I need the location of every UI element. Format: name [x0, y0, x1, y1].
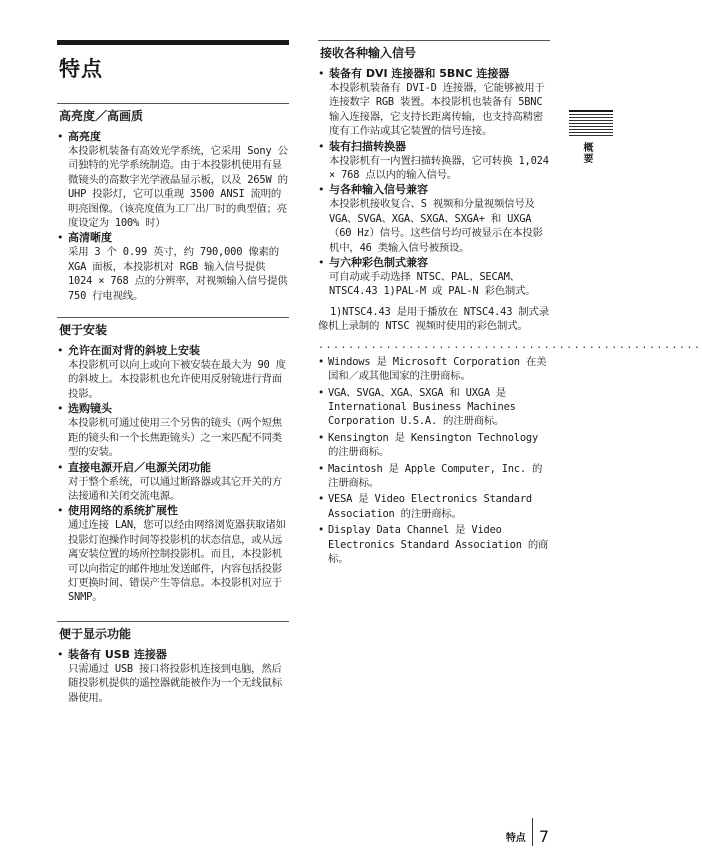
item-body: 本投影机接收复合、S 视频和分量视频信号及 VGA、SVGA、XGA、SXGA、SXGA+ 和 UXGA （60 Hz）信号。这些信号均可被显示在本投影机中，46 类输入信号被预设。 — [329, 198, 543, 254]
item-body: 本投影机有一内置扫描转换器，它可转换 1,024 × 768 点以内的输入信号。 — [329, 154, 549, 182]
left-column — [57, 40, 289, 706]
item-body: 通过连接 LAN，您可以经由网络浏览器获取诸如投影灯泡操作时间等投影机的状态信息，或从远离安装位置的场所控制投影机。而且，本投影机可以向指定的邮件地址发送邮件，内容包括投影灯更换时间、错误产生等信息。本投影机对应于 SNMP。 — [68, 519, 286, 604]
item-title: • 与六种彩色制式兼容 — [329, 256, 428, 270]
section-installation — [57, 317, 289, 605]
section-display — [57, 621, 289, 705]
item-title: • 装备有 DVI 连接器和 5BNC 连接器 — [329, 67, 510, 80]
item-title: • 使用网络的系统扩展性 — [68, 504, 178, 518]
list-item — [57, 402, 289, 459]
item-title: • 允许在面对背的斜坡上安装 — [68, 344, 200, 358]
footer-divider — [532, 818, 533, 846]
chapter-bar — [57, 40, 289, 45]
list-item — [57, 648, 289, 705]
item-title: • 高清晰度 — [68, 231, 112, 245]
item-title: • 装有扫描转换器 — [329, 139, 406, 153]
list-item — [318, 67, 550, 139]
section-title: 便于显示功能 — [59, 626, 132, 641]
list-item — [318, 140, 550, 183]
page-number: 7 — [538, 827, 549, 846]
section-title: 便于安装 — [59, 323, 108, 338]
item-body: 本投影机装备有 DVI-D 连接器，它能够被用于连接数字 RGB 装置。本投影机也装备有 5BNC 输入连接器，它支持长距离传输，也支持高精密度有工作站或其它装置的信号连接。 — [329, 82, 545, 138]
feature-list — [57, 130, 289, 303]
item-title: • 直接电源开启／电源关闭功能 — [68, 460, 211, 474]
dotted-divider: ................................................... — [318, 339, 702, 351]
side-tab — [569, 110, 613, 164]
footnote: 1)NTSC4.43 是用于播放在 NTSC4.43 制式录像机上录制的 NTSC 视频时使用的彩色制式。 — [318, 305, 549, 333]
list-item — [57, 504, 289, 604]
trademark-item: • VGA、SVGA、XGA、SXGA 和 UXGA 是 International Business Machines Corporation U.S.A. 的注册商标。 — [318, 386, 550, 429]
list-item — [318, 256, 550, 299]
trademark-item: • Macintosh 是 Apple Computer, Inc. 的注册商标。 — [318, 462, 550, 491]
trademark-item: • Kensington 是 Kensington Technology 的注册商标。 — [318, 431, 550, 460]
item-body: 本投影机可通过使用三个另售的镜头（两个短焦距的镜头和一个长焦距镜头）之一来匹配不同类型的安装。 — [68, 417, 283, 459]
item-body: 对于整个系统，可以通过断路器或其它开关的方法接通和关闭交流电源。 — [68, 475, 283, 502]
section-title: 高亮度／高画质 — [59, 109, 144, 123]
section-input-signals — [318, 40, 550, 299]
item-body: 可自动或手动选择 NTSC、PAL、SECAM、NTSC4.43 1)PAL-M 或 PAL-N 彩色制式。 — [329, 271, 536, 298]
side-tab-label: 概要 — [581, 142, 592, 164]
trademark-list — [318, 355, 550, 567]
item-body: 本投影机可以向上或向下被安装在最大为 90 度的斜坡上。本投影机也允许使用反射镜进行背面投影。 — [68, 359, 286, 400]
item-body: 采用 3 个 0.99 英寸，约 790,000 像素的 XGA 面板，本投影机对 RGB 输入信号提供 1024 × 768 点的分辨率，对视频输入信号提供 750 行电视线。 — [68, 246, 288, 302]
item-body: 本投影机装备有高效光学系统，它采用 Sony 公司独特的光学系统制造。由于本投影机使用有显微镜头的高数字光学液晶显示板，以及 265W 的 UHP 投影灯，它可以重现 3500 ANSI 流明的明亮图像。（该亮度值为工厂出厂时的典型值；亮度设定为 100% 时） — [68, 145, 288, 230]
list-item — [57, 344, 289, 401]
item-title: • 装备有 USB 连接器 — [68, 647, 167, 661]
list-item — [57, 461, 289, 504]
item-title: • 高亮度 — [68, 130, 101, 143]
page-footer — [506, 818, 549, 846]
feature-list — [57, 648, 289, 705]
item-title: • 选购镜头 — [68, 402, 112, 416]
chapter-title: 特点 — [59, 57, 103, 81]
trademark-item: • VESA 是 Video Electronics Standard Association 的注册商标。 — [318, 492, 550, 521]
list-item — [57, 231, 289, 303]
feature-list — [318, 67, 550, 299]
feature-list — [57, 344, 289, 605]
section-brightness — [57, 103, 289, 303]
item-title: • 与各种输入信号兼容 — [329, 183, 428, 197]
list-item — [318, 183, 550, 255]
footer-title: 特点 — [505, 833, 526, 844]
section-title: 接收各种输入信号 — [320, 46, 417, 60]
list-item — [57, 130, 289, 230]
item-body: 只需通过 USB 接口将投影机连接到电脑，然后随投影机提供的遥控器就能被作为一个无线鼠标器使用。 — [68, 662, 283, 704]
trademark-item: • Display Data Channel 是 Video Electronics Standard Association 的商标。 — [318, 523, 550, 566]
trademark-item: • Windows 是 Microsoft Corporation 在美国和／或其他国家的注册商标。 — [318, 355, 550, 384]
side-tab-lines — [569, 110, 613, 136]
